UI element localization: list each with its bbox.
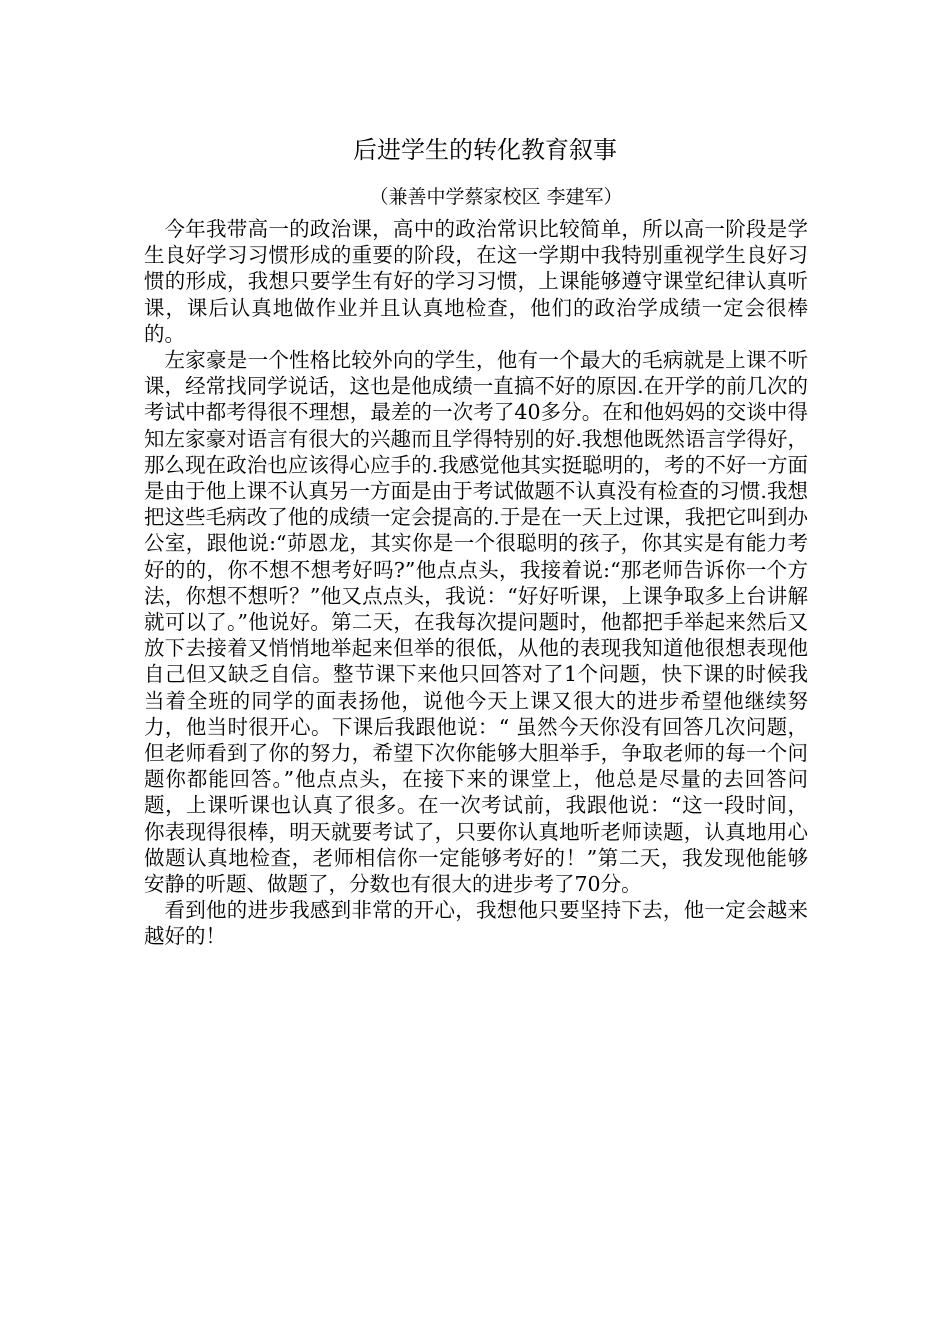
paragraph-intro: 今年我带高一的政治课，高中的政治常识比较简单，所以高一阶段是学生良好学习习惯形成的重要的阶段，在这一学期中我特别重视学生良好习惯的形成，我想只要学生有好的学习习惯，上课能够遵守课堂纪律认真听课，课后认真地做作业并且认真地检查，他们的政治学成绩一定会很棒的。 [144,217,808,346]
paragraph-conclusion: 看到他的进步我感到非常的开心，我想他只要坚持下去，他一定会越来越好的！ [144,898,808,949]
document-body [144,132,808,950]
paragraph-story: 左家豪是一个性格比较外向的学生，他有一个最大的毛病就是上课不听课，经常找同学说话，这也是他成绩一直搞不好的原因.在开学的前几次的考试中都考得很不理想，最差的一次考了40多分。在和他妈妈的交谈中得知左家豪对语言有很大的兴趣而且学得特别的好.我想他既然语言学得好，那么现在政治也应该得心应手的.我感觉他其实挺聪明的，考的不好一方面是由于他上课不认真另一方面是由于考试做题不认真没有检查的习惯.我想把这些毛病改了他的成绩一定会提高的.于是在一天上过课，我把它叫到办公室，跟他说:“茆恩龙，其实你是一个很聪明的孩子，你其实是有能力考好的的，你不想不想考好吗?”他点点头，我接着说:“那老师告诉你一个方法，你想不想听？”他又点点头，我说：“好好听课，上课争取多上台讲解就可以了。”他说好。第二天，在我每次提问题时，他都把手举起来然后又放下去接着又悄悄地举起来但举的很低，从他的表现我知道他很想表现他自己但又缺乏自信。整节课下来他只回答对了1个问题，快下课的时候我当着全班的同学的面表扬他，说他今天上课又很大的进步希望他继续努力，他当时很开心。下课后我跟他说：“ 虽然今天你没有回答几次问题，但老师看到了你的努力，希望下次你能够大胆举手，争取老师的每一个问题你都能回答。”他点点头，在接下来的课堂上，他总是尽量的去回答问题，上课听课也认真了很多。在一次考试前，我跟他说：“这一段时间，你表现得很棒，明天就要考试了，只要你认真地听老师读题，认真地用心做题认真地检查，老师相信你一定能够考好的！”第二天，我发现他能够安静的听题、做题了，分数也有很大的进步考了70分。 [144,348,808,897]
author-line: （兼善中学蔡家校区 李建军） [369,186,623,208]
document-title: 后进学生的转化教育叙事 [353,136,617,164]
